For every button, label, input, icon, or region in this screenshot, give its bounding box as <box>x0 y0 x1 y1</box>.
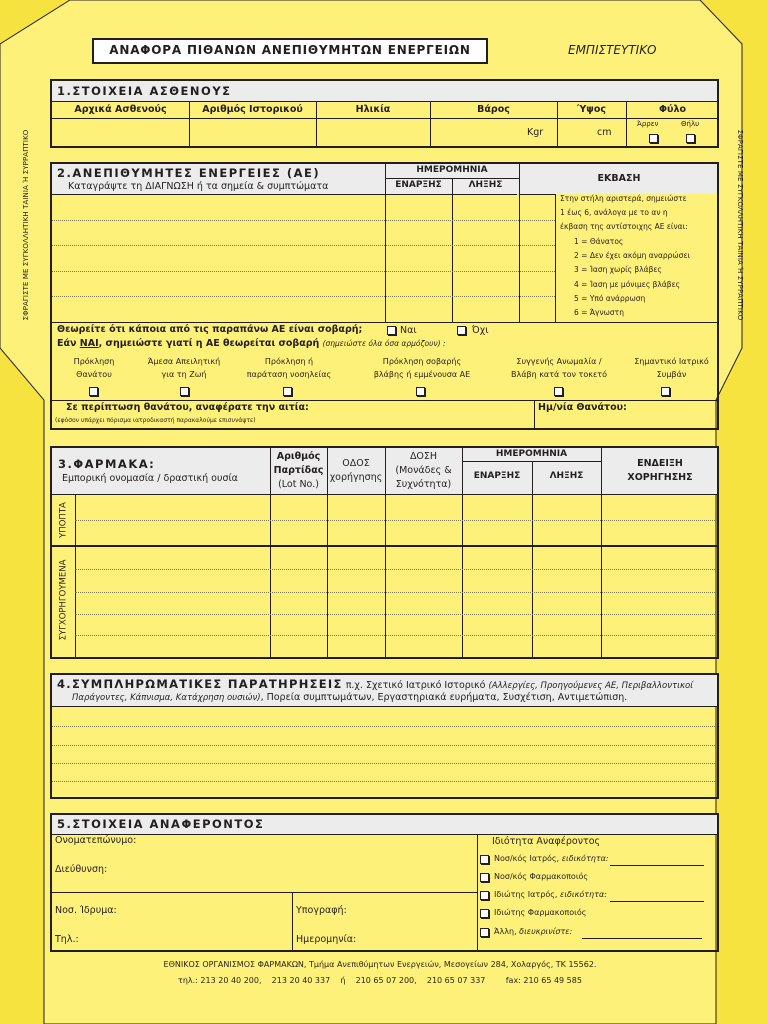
initials-label: Αρχικά Ασθενούς <box>74 104 167 115</box>
serious-reason-prompt: Εάν ΝΑΙ, σημειώστε γιατί η ΑΕ θεωρείται σοβαρή (σημειώστε όλα όσα αρμόζουν) : <box>57 338 446 349</box>
drug-date-header: ΗΜΕΡΟΜΗΝΙΑ <box>495 449 568 459</box>
outcome-note-3: έκβαση της αντίστοιχης ΑΕ είναι: <box>560 222 688 231</box>
cm-unit: cm <box>597 127 612 138</box>
capacity-option: Νοσ/κός Ιατρός, ειδικότητα: <box>494 854 609 863</box>
reason-life-threatening-checkbox[interactable] <box>180 387 189 396</box>
height-label: Ύψος <box>576 104 606 115</box>
initials-field[interactable] <box>52 119 189 148</box>
seal-note-right: ΣΦΡΑΓΙΣΤΕ ΜΕ ΣΥΓΚΟΛΛΗΤΙΚΗ ΤΑΙΝΙΑ Ή ΣΥΡΡΑΠΤΙΚΟ <box>736 129 744 321</box>
kgr-unit: Kgr <box>527 127 544 138</box>
reporter-name-label: Ονοματεπώνυμο: <box>55 835 137 846</box>
weight-label: Βάρος <box>477 104 510 115</box>
ae-start-date-field[interactable] <box>386 195 452 322</box>
record-number-label: Αριθμός Ιστορικού <box>202 104 303 115</box>
reason-label: Πρόκληση ή <box>264 357 314 366</box>
reason-label: Πρόκληση σοβαρής <box>382 357 462 366</box>
death-date-field[interactable] <box>535 401 719 430</box>
section-drugs-subtitle: Εμπορική ονομασία / δραστική ουσία <box>62 473 238 484</box>
section-patient-title: 1.ΣΤΟΙΧΕΙΑ ΑΣΘΕΝΟΥΣ <box>57 84 232 98</box>
capacity-private-doctor-checkbox[interactable] <box>480 891 489 900</box>
reason-disability-checkbox[interactable] <box>416 387 425 396</box>
ae-diagnosis-field[interactable] <box>52 195 385 322</box>
reporter-date-field[interactable] <box>362 923 477 952</box>
outcome-option: 4 = Ίαση με μόνιμες βλάβες <box>574 280 681 289</box>
serious-no-label: Όχι <box>472 325 489 336</box>
serious-yes-checkbox[interactable] <box>387 326 396 335</box>
capacity-option: Νοσ/κός Φαρμακοποιός <box>494 872 589 881</box>
drug-start-header: ΕΝΑΡΞΗΣ <box>473 471 521 481</box>
seal-note-left: ΣΦΡΑΓΙΣΤΕ ΜΕ ΣΥΓΚΟΛΛΗΤΙΚΗ ΤΑΙΝΙΑ Ή ΣΥΡΡΑΠΤΙΚΟ <box>22 129 30 321</box>
reason-label: Πρόκληση <box>73 357 115 366</box>
section-reporter <box>50 813 719 952</box>
lot-header: (Lot No.) <box>278 479 319 490</box>
serious-yes-label: Ναι <box>400 325 417 336</box>
confidential-label: ΕΜΠΙΣΤΕΥΤΙΚΟ <box>568 43 657 57</box>
age-label: Ηλικία <box>355 104 391 115</box>
dose-header: (Μονάδες & <box>395 465 452 476</box>
ae-outcome-header: ΕΚΒΑΣΗ <box>597 173 641 184</box>
footer-contact: τηλ.: 213 20 40 200, 213 20 40 337 ή 210 65 07 200, 210 65 07 337 fax: 210 65 49 585 <box>178 976 582 985</box>
reason-medical-event-checkbox[interactable] <box>661 387 670 396</box>
section-drugs <box>50 446 719 659</box>
female-checkbox[interactable] <box>686 134 695 143</box>
record-number-field[interactable] <box>190 119 316 148</box>
capacity-hospital-doctor-checkbox[interactable] <box>480 855 489 864</box>
outcome-option: 2 = Δεν έχει ακόμη αναρρώσει <box>574 251 691 260</box>
route-header: ΟΔΟΣ <box>342 458 370 469</box>
capacity-option: Ιδιώτης Ιατρός, ειδικότητα: <box>494 890 607 899</box>
section-drugs-title: 3.ΦΑΡΜΑΚΑ: <box>58 457 156 471</box>
female-label: Θήλυ <box>681 120 700 128</box>
outcome-note-1: Στην στήλη αριστερά, σημειώστε <box>560 194 687 203</box>
section-adverse-events <box>50 162 719 430</box>
reporter-phone-label: Τηλ.: <box>55 934 79 945</box>
reason-label: Συμβάν <box>656 370 687 379</box>
footer-address: ΕΘΝΙΚΟΣ ΟΡΓΑΝΙΣΜΟΣ ΦΑΡΜΑΚΩΝ, Τμήμα Ανεπιθύμητων Ενεργειών, Μεσογείων 284, Χολαργός, ΤΚ 15562. <box>163 960 597 969</box>
sex-label: Φύλο <box>658 104 687 115</box>
section-ae-title: 2.ΑΝΕΠΙΘΥΜΗΤΕΣ ΕΝΕΡΓΕΙΕΣ (ΑΕ) <box>57 166 321 180</box>
reason-label: παράταση νοσηλείας <box>246 370 332 379</box>
suspect-label: ΥΠΟΠΤΑ <box>58 502 69 538</box>
reason-label: Συγγενής Ανωμαλία / <box>516 357 602 366</box>
death-cause-field[interactable] <box>52 401 534 430</box>
reason-label: Βλάβη κατά τον τοκετό <box>510 370 608 379</box>
outcome-option: 5 = Υπό ανάρρωση <box>574 294 646 303</box>
ae-date-header: ΗΜΕΡΟΜΗΝΙΑ <box>416 165 488 175</box>
capacity-other-checkbox[interactable] <box>480 928 489 937</box>
reporter-hospital-field[interactable] <box>127 893 292 922</box>
concomitant-drugs-field[interactable] <box>76 547 719 657</box>
reporter-phone-field[interactable] <box>92 923 292 952</box>
section-reporter-title: 5.ΣΤΟΙΧΕΙΑ ΑΝΑΦΕΡΟΝΤΟΣ <box>57 817 265 831</box>
lot-header: Αριθμός <box>276 451 321 462</box>
suspect-drugs-field[interactable] <box>76 496 719 545</box>
section-patient <box>50 79 719 148</box>
reporter-signature-field[interactable] <box>362 893 477 922</box>
dose-header: ΔΟΣΗ <box>409 451 438 462</box>
concomitant-label: ΣΥΓΧΟΡΗΓΟΥΜΕΝΑ <box>58 559 69 641</box>
section-ae-subtitle: Καταγράψτε τη ΔΙΑΓΝΩΣΗ ή τα σημεία & συμπτώματα <box>68 181 329 192</box>
drug-end-header: ΛΗΞΗΣ <box>549 471 584 481</box>
dose-header: Συχνότητα) <box>395 479 452 490</box>
ae-start-header: ΕΝΑΡΞΗΣ <box>395 180 442 190</box>
section-remarks-title: 4.ΣΥΜΠΛΗΡΩΜΑΤΙΚΕΣ ΠΑΡΑΤΗΡΗΣΕΙΣ π.χ. Σχετικό Ιατρικό Ιστορικό (Αλλεργίες, Προηγούμενες ΑΕ, Περιβαλλοντικοί <box>57 677 694 691</box>
page-title: ΑΝΑΦΟΡΑ ΠΙΘΑΝΩΝ ΑΝΕΠΙΘΥΜΗΤΩΝ ΕΝΕΡΓΕΙΩΝ <box>109 43 471 57</box>
lot-header: Παρτίδας <box>273 465 324 476</box>
outcome-option: 6 = Άγνωστη <box>574 308 624 317</box>
serious-question: Θεωρείτε ότι κάποια από τις παραπάνω ΑΕ είναι σοβαρή; <box>57 324 363 335</box>
indication-header: ΕΝΔΕΙΞΗ <box>637 458 683 469</box>
section-remarks-subtitle: Παράγοντες, Κάπνισμα, Κατάχρηση ουσιών), Πορεία συμπτωμάτων, Εργαστηριακά ευρήματα, Συσχέτιση, Αντιμετώπιση. <box>72 692 628 703</box>
ae-end-header: ΛΗΞΗΣ <box>468 180 503 190</box>
reason-death-checkbox[interactable] <box>89 387 98 396</box>
reason-label: για τη Ζωή <box>161 370 207 379</box>
age-field[interactable] <box>317 119 430 148</box>
capacity-private-pharmacist-checkbox[interactable] <box>480 909 489 918</box>
reporter-address-field[interactable] <box>112 864 477 892</box>
remarks-field[interactable] <box>52 708 719 799</box>
route-header: χορήγησης <box>329 472 383 483</box>
serious-no-checkbox[interactable] <box>457 326 466 335</box>
reporter-date-label: Ημερομηνία: <box>296 934 357 945</box>
outcome-note-2: 1 έως 6, ανάλογα με το αν η <box>560 208 668 217</box>
outcome-option: 3 = Ίαση χωρίς βλάβες <box>574 265 662 274</box>
reason-hospitalization-checkbox[interactable] <box>283 387 292 396</box>
capacity-hospital-pharmacist-checkbox[interactable] <box>480 873 489 882</box>
reporter-hospital-label: Νοσ. Ίδρυμα: <box>55 905 117 916</box>
capacity-option: Ιδιώτης Φαρμακοποιός <box>494 908 587 917</box>
reason-congenital-checkbox[interactable] <box>554 387 563 396</box>
ae-end-date-field[interactable] <box>453 195 519 322</box>
male-label: Άρρεν <box>637 120 659 128</box>
capacity-option: Άλλη, διευκρινίστε: <box>494 927 573 936</box>
reason-label: βλάβης ή εμμένουσα ΑΕ <box>373 370 471 379</box>
indication-header: ΧΟΡΗΓΗΣΗΣ <box>627 472 693 483</box>
death-cause-note: (εφόσον υπάρχει πόρισμα ιατροδικαστή παρακαλούμε επισυνάψτε) <box>55 417 256 424</box>
section-remarks <box>50 673 719 799</box>
male-checkbox[interactable] <box>649 134 658 143</box>
reporter-signature-label: Υπογραφή: <box>296 905 347 916</box>
reason-label: Άμεσα Απειλητική <box>147 357 221 366</box>
reason-label: Θανάτου <box>76 370 112 379</box>
death-cause-label: Σε περίπτωση θανάτου, αναφέρατε την αιτία: <box>66 402 309 413</box>
height-field[interactable] <box>558 119 626 148</box>
reporter-name-field[interactable] <box>142 836 477 864</box>
reporter-address-label: Διεύθυνση: <box>55 864 108 875</box>
death-date-label: Ημ/νία Θανάτου: <box>538 402 627 413</box>
ae-outcome-code-field[interactable] <box>520 195 555 322</box>
reason-label: Σημαντικό Ιατρικό <box>634 357 709 366</box>
outcome-option: 1 = Θάνατος <box>574 237 624 246</box>
capacity-title: Ιδιότητα Αναφέροντος <box>492 836 601 847</box>
